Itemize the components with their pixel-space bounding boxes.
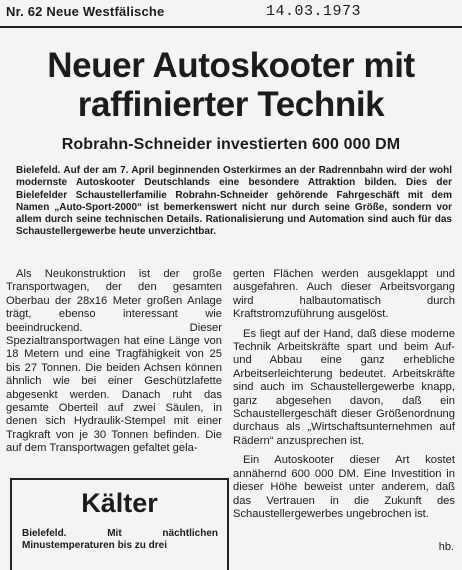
- article-headline: Neuer Autoskooter mit raffinierter Technik: [47, 46, 415, 124]
- body-paragraph: Als Neukonstruktion ist der große Transportwagen, der den gesamten Oberbau der 28x16 Meter großen Anlage trägt, ebenso interessant wie beeindruckend. Dieser Spezialtransportwagen hat eine Länge von 18 Metern und eine Tragfähigkeit von 25 bis 27 Tonnen. Die beiden Achsen können ähnlich wie bei einer Geschützlafette abgesenkt werden. Danach ruht das gesamte Oberteil auf zwei Säulen, in denen sich Hydraulik-Stempel mit einer Tragkraft von je 30 Tonnen befinden. Die auf dem Transportwagen gefaltet gela-: [6, 268, 222, 455]
- body-paragraph: gerten Flächen werden ausgeklappt und ausgefahren. Auch dieser Arbeitsvorgang wird halbautomatisch durch Kraftstromzuführung ausgelöst.: [233, 268, 455, 321]
- sidebar-title: Kälter: [81, 488, 158, 518]
- article-column-left: [6, 268, 222, 456]
- author-initials: hb.: [438, 541, 454, 553]
- header-divider: [0, 26, 462, 28]
- article-lead: Bielefeld. Auf der am 7. April beginnenden Osterkirmes an der Radrennbahn wird der wohl modernste Autoskooter Deutschlands eine besondere Attraktion bilden. Dies der Bielefelder Schaustellerfamilie Robrahn-Schneider gehörende Fahrgeschäft mit dem Namen „Auto-Sport-2000“ ist bemerkenswert nicht nur durch seine Größe, sondern vor allem durch seine technischen Details. Rationalisierung und Automation sind auch für das Schaustellergewerbe heute unverzichtbar.: [16, 165, 452, 238]
- body-paragraph: Ein Autoskooter dieser Art kostet annähernd 600 000 DM. Eine Investition in dieser Höhe beweist unter anderem, daß das Vertrauen in die Zukunft des Schaustellergewerbes ungebrochen ist.: [233, 454, 455, 520]
- article-subheadline: Robrahn-Schneider investierten 600 000 DM: [61, 136, 401, 153]
- issue-date: 14.03.1973: [266, 3, 362, 20]
- body-paragraph: Es liegt auf der Hand, daß diese moderne Technik Arbeitskräfte spart und beim Auf- und Abbau eine ganz erhebliche Arbeitserleichterung bedeutet. Arbeitskräfte sind auch im Schaustellergewerbe knapp, ganz abgesehen davon, daß ein Schaustellergeschäft dieser Größenordnung durchaus als „Wirtschaftsunternehmen auf Rädern“ anzusprechen ist.: [233, 327, 455, 447]
- sidebar-box: [10, 478, 229, 570]
- article-column-right: [233, 268, 455, 521]
- sidebar-text: Bielefeld. Mit nächtlichen Minustemperaturen bis zu drei: [22, 528, 218, 551]
- newspaper-issue: Nr. 62 Neue Westfälische: [6, 4, 165, 19]
